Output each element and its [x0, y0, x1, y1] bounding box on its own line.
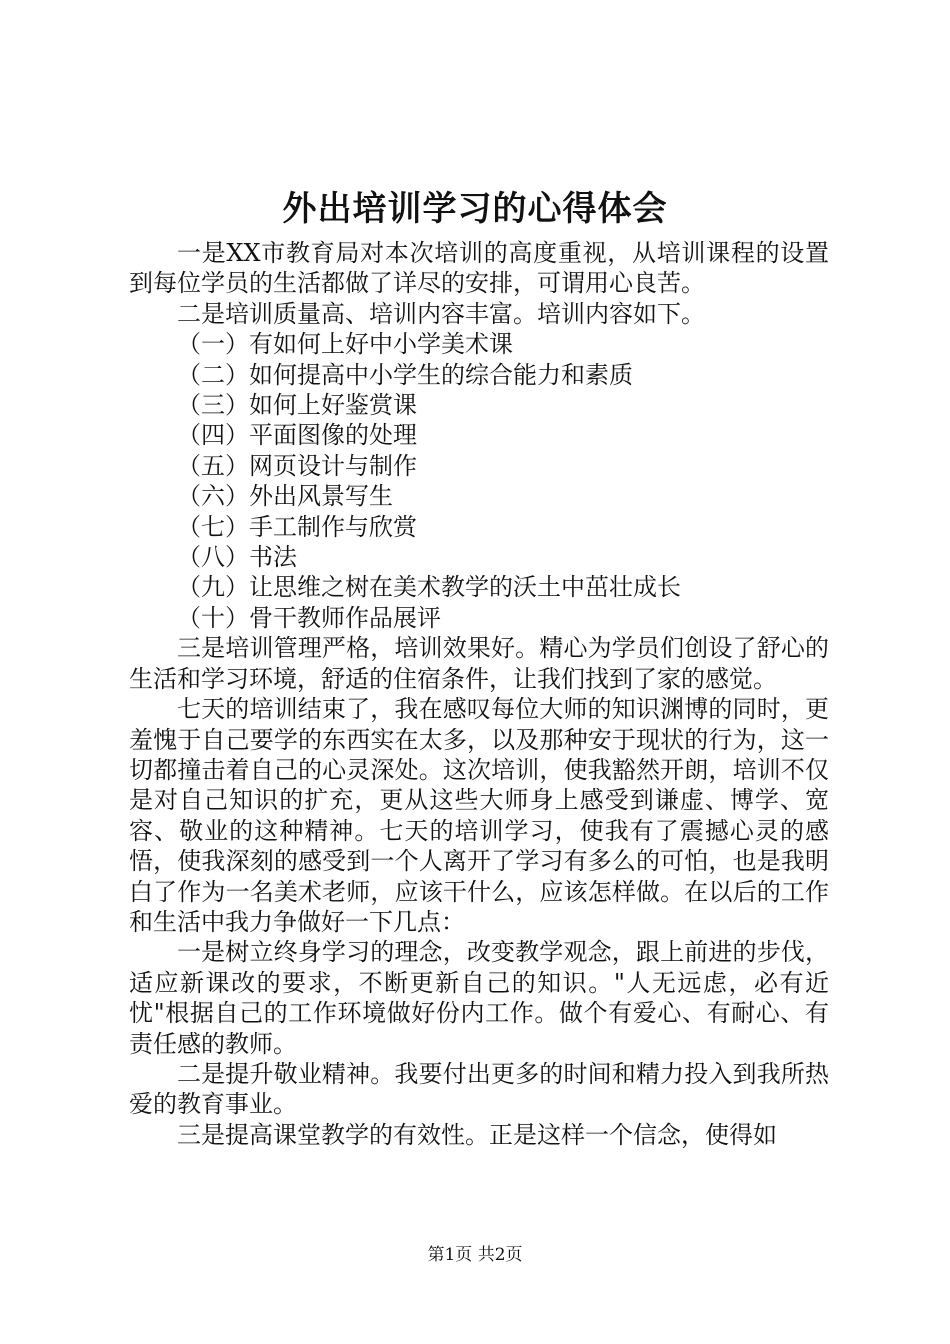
paragraph-management: 三是培训管理严格，培训效果好。精心为学员们创设了舒心的生活和学习环境，舒适的住宿条件，让我们找到了家的感觉。 — [129, 634, 829, 693]
list-item: （八）书法 — [177, 543, 297, 572]
paragraph-intro-2: 二是培训质量高、培训内容丰富。培训内容如下。 — [177, 299, 705, 328]
paragraph-intro-1: 一是XX市教育局对本次培训的高度重视，从培训课程的设置到每位学员的生活都做了详尽的安排，可谓用心良苦。 — [129, 239, 829, 298]
paragraph-point-1: 一是树立终身学习的理念，改变教学观念，跟上前进的步伐，适应新课改的要求，不断更新自己的知识。"人无远虑，必有近忧"根据自己的工作环境做好份内工作。做个有爱心、有耐心、有责任感的教师。 — [129, 938, 829, 1058]
list-item: （四）平面图像的处理 — [177, 421, 417, 450]
list-item: （一）有如何上好中小学美术课 — [177, 330, 513, 359]
list-item: （三）如何上好鉴赏课 — [177, 391, 417, 420]
paragraph-point-2: 二是提升敬业精神。我要付出更多的时间和精力投入到我所热爱的教育事业。 — [129, 1059, 829, 1119]
document-title: 外出培训学习的心得体会 — [282, 189, 668, 229]
list-item: （二）如何提高中小学生的综合能力和素质 — [177, 360, 633, 389]
page-number-footer: 第1页 共2页 — [427, 1245, 523, 1265]
paragraph-point-3: 三是提高课堂教学的有效性。正是这样一个信念，使得如 — [177, 1120, 777, 1149]
list-item: （十）骨干教师作品展评 — [177, 603, 441, 632]
list-item: （六）外出风景写生 — [177, 482, 393, 511]
list-item: （五）网页设计与制作 — [177, 451, 417, 480]
paragraph-reflection: 七天的培训结束了，我在感叹每位大师的知识渊博的同时，更羞愧于自己要学的东西实在太多，以及那种安于现状的行为，这一切都撞击着自己的心灵深处。这次培训，使我豁然开朗，培训不仅是对自己知识的扩充，更从这些大师身上感受到谦虚、博学、宽容、敬业的这种精神。七天的培训学习，使我有了震撼心灵的感悟，使我深刻的感受到一个人离开了学习有多么的可怕，也是我明白了作为一名美术老师，应该干什么，应该怎样做。在以后的工作和生活中我力争做好一下几点： — [129, 695, 829, 936]
list-item: （九）让思维之树在美术教学的沃土中茁壮成长 — [177, 573, 681, 602]
list-item: （七）手工制作与欣赏 — [177, 512, 417, 541]
document-body — [129, 238, 829, 1150]
